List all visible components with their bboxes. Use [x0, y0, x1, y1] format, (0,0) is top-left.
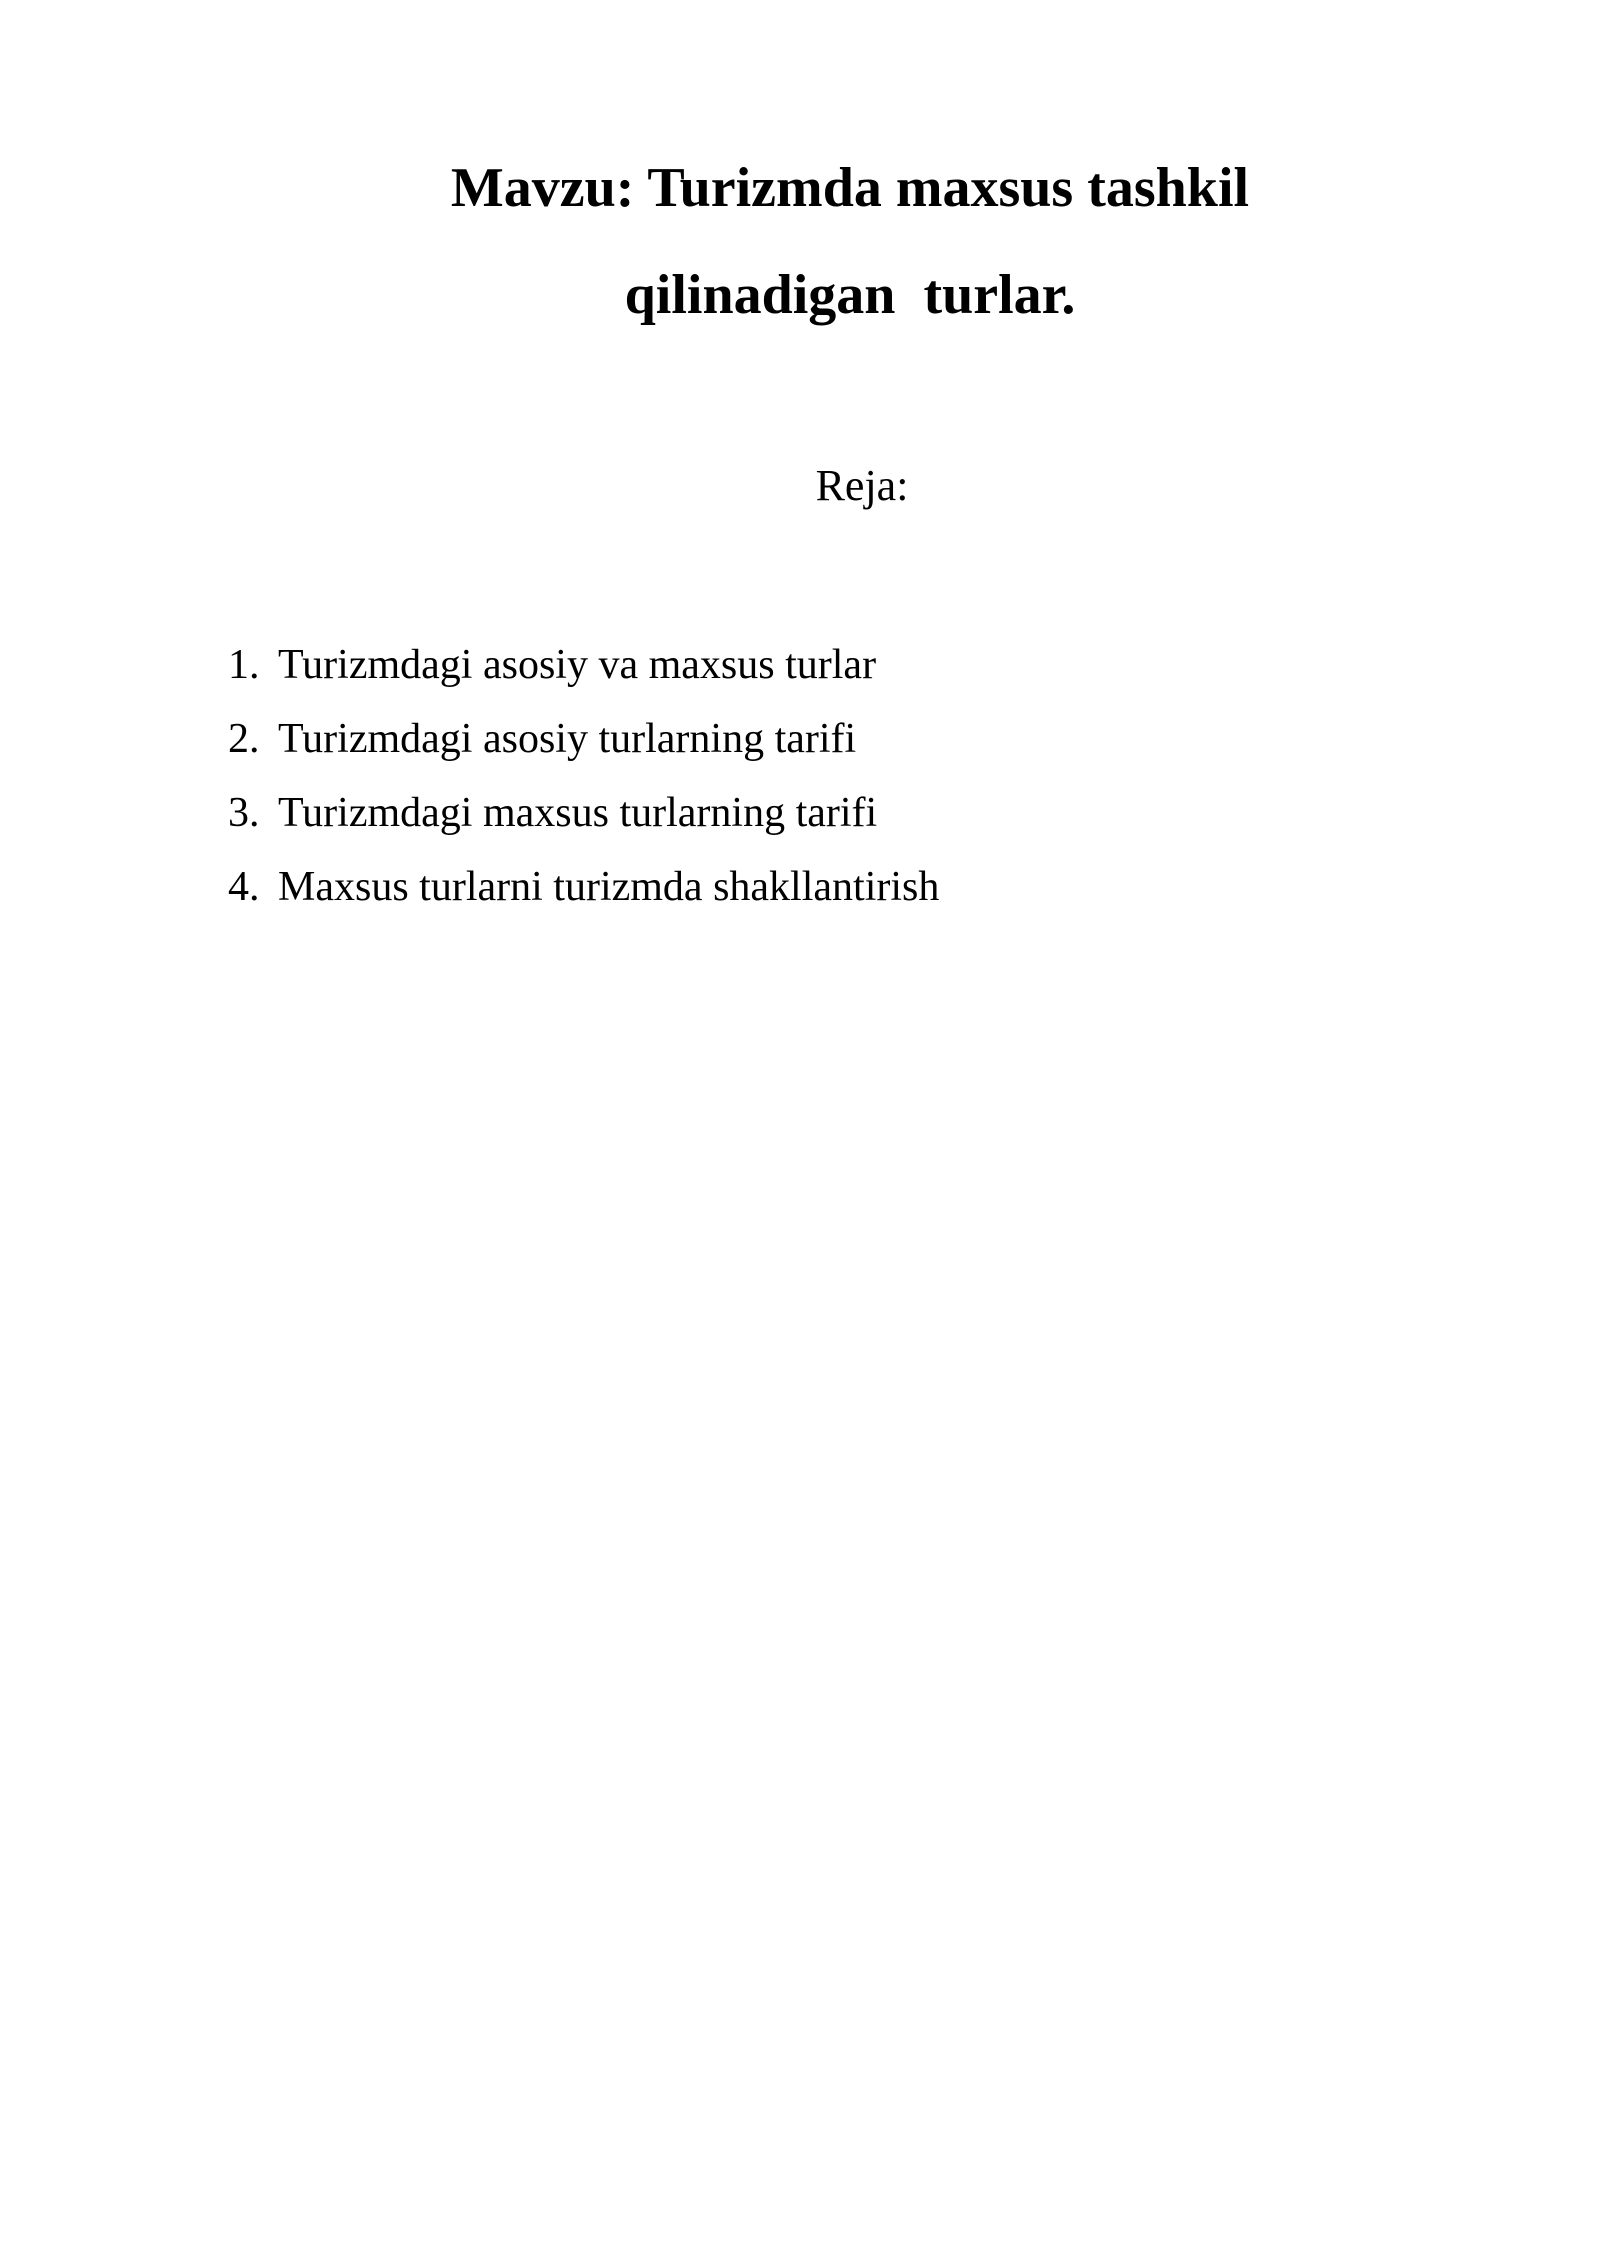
document-title-line-1: Mavzu: Turizmda maxsus tashkil	[450, 157, 1250, 219]
list-item-text: Turizmdagi maxsus turlarning tarifi	[278, 790, 878, 836]
list-item	[228, 702, 939, 776]
list-item-text: Turizmdagi asosiy turlarning tarifi	[278, 716, 857, 762]
list-item-number: 1.	[228, 642, 260, 688]
list-item	[228, 850, 939, 924]
document-title-line-2: qilinadigan turlar.	[624, 264, 1076, 326]
list-item-number: 3.	[228, 790, 260, 836]
plan-list	[228, 628, 939, 924]
list-item	[228, 628, 939, 702]
list-item-number: 2.	[228, 716, 260, 762]
list-item-text: Turizmdagi asosiy va maxsus turlar	[278, 642, 877, 688]
list-item-text: Maxsus turlarni turizmda shakllantirish	[278, 864, 940, 910]
list-item	[228, 776, 939, 850]
plan-heading: Reja:	[815, 461, 909, 510]
list-item-number: 4.	[228, 864, 260, 910]
